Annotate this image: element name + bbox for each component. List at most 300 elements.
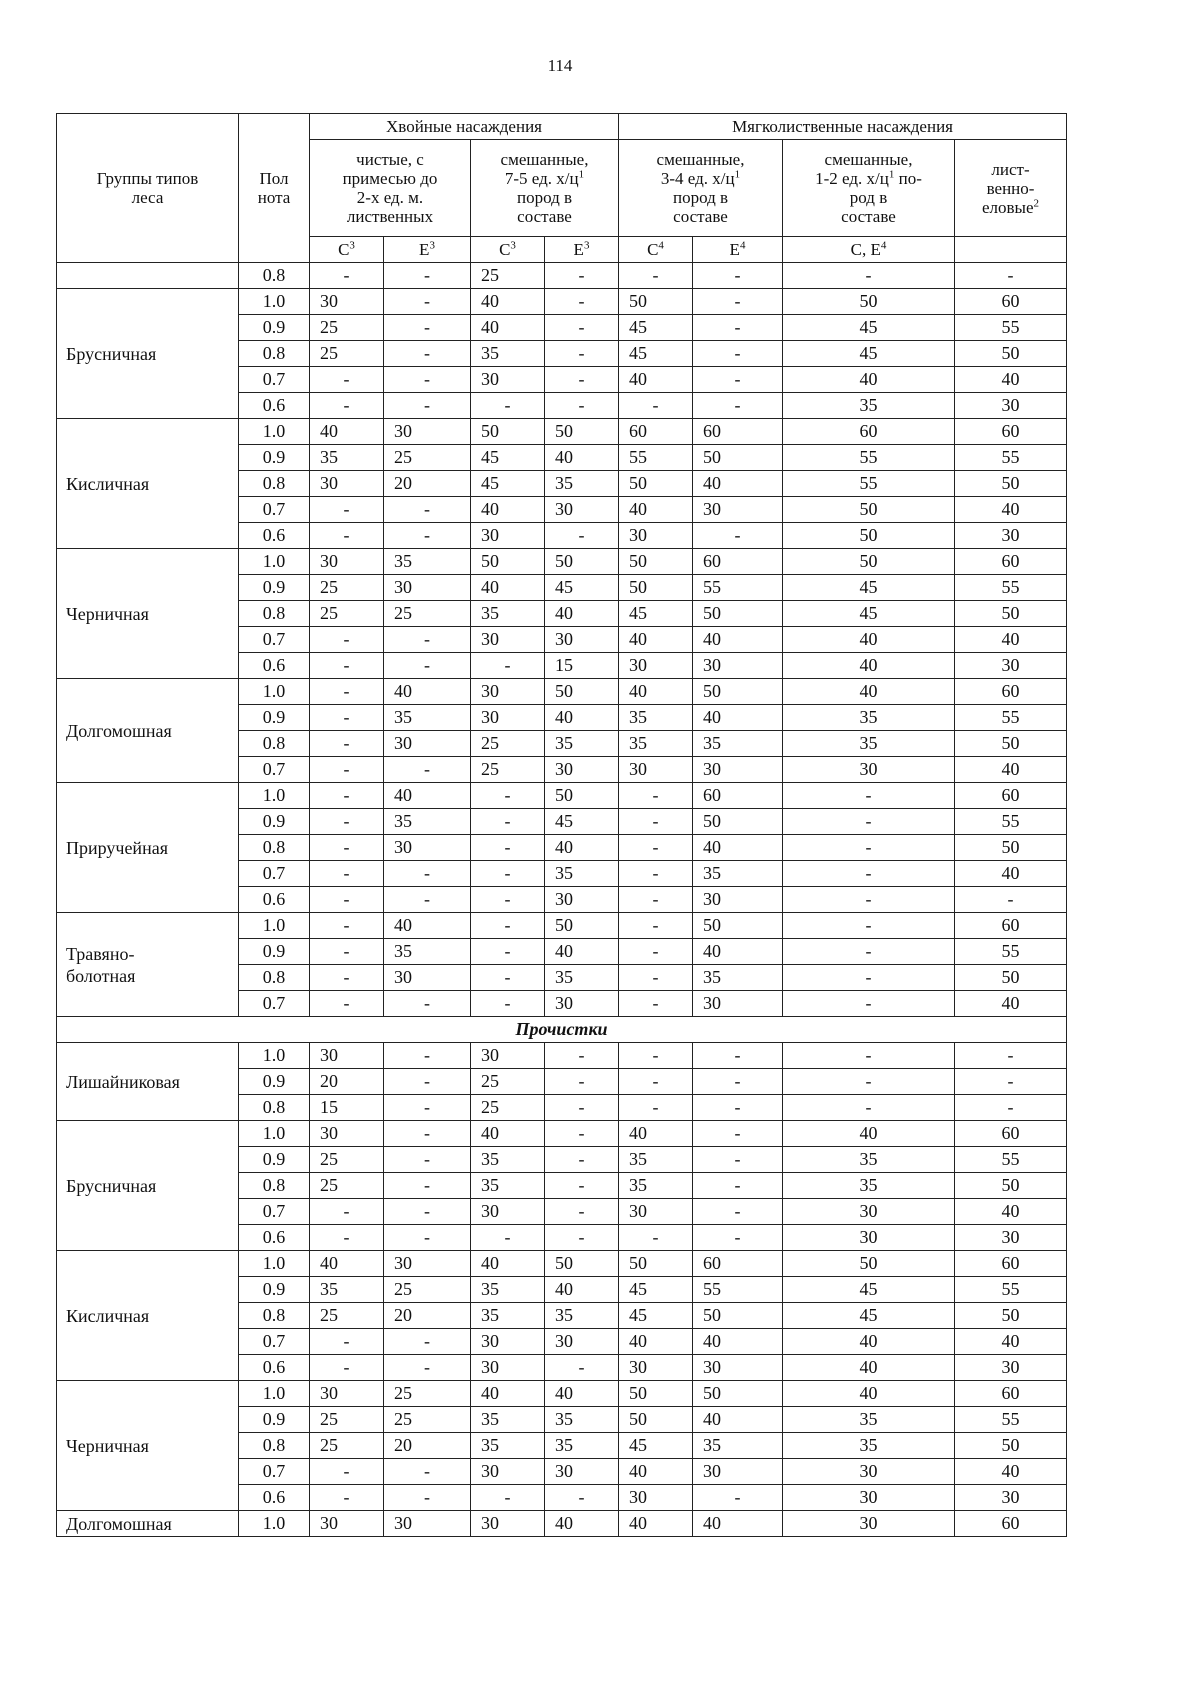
value-cell: 60	[693, 1251, 783, 1277]
value-cell: 40	[693, 471, 783, 497]
value-cell: 40	[545, 445, 619, 471]
value-cell: -	[783, 965, 955, 991]
value-cell: -	[693, 289, 783, 315]
section-row	[57, 1017, 1067, 1043]
value-cell: -	[693, 1225, 783, 1251]
value-cell: -	[783, 1095, 955, 1121]
value-cell: 35	[693, 965, 783, 991]
value-cell: 45	[545, 809, 619, 835]
fullness-cell: 0.6	[239, 887, 310, 913]
value-cell: 45	[783, 1277, 955, 1303]
value-cell: 50	[545, 913, 619, 939]
value-cell: 20	[384, 1433, 471, 1459]
value-cell: 35	[471, 1433, 545, 1459]
value-cell: 30	[471, 1199, 545, 1225]
fullness-cell: 0.7	[239, 1199, 310, 1225]
value-cell: 45	[619, 1433, 693, 1459]
fullness-cell: 0.6	[239, 1485, 310, 1511]
value-cell: 40	[693, 835, 783, 861]
value-cell: 45	[471, 445, 545, 471]
value-cell: 40	[619, 1511, 693, 1537]
value-cell: 35	[693, 731, 783, 757]
forest-group-name	[57, 263, 239, 289]
value-cell: -	[384, 1355, 471, 1381]
value-cell: 60	[955, 1511, 1067, 1537]
value-cell: 30	[693, 497, 783, 523]
value-cell: 50	[693, 1303, 783, 1329]
forest-group-name: Приручейная	[57, 783, 239, 913]
fullness-cell: 1.0	[239, 1121, 310, 1147]
value-cell: 40	[545, 705, 619, 731]
value-cell: -	[693, 1095, 783, 1121]
value-cell: 50	[955, 1303, 1067, 1329]
value-cell: 60	[955, 679, 1067, 705]
value-cell: -	[693, 1173, 783, 1199]
value-cell: -	[619, 263, 693, 289]
value-cell: 35	[384, 549, 471, 575]
fullness-cell: 1.0	[239, 679, 310, 705]
value-cell: -	[619, 1225, 693, 1251]
header-coniferous: Хвойные насаждения	[310, 114, 619, 140]
value-cell: -	[955, 263, 1067, 289]
page-number: 114	[547, 56, 573, 75]
value-cell: 40	[545, 835, 619, 861]
table-header	[57, 114, 1067, 263]
value-cell: -	[955, 1043, 1067, 1069]
value-cell: 45	[619, 1277, 693, 1303]
value-cell: 40	[783, 627, 955, 653]
value-cell: 55	[955, 1407, 1067, 1433]
value-cell: -	[693, 341, 783, 367]
value-cell: 50	[545, 1251, 619, 1277]
value-cell: 45	[619, 341, 693, 367]
value-cell: -	[545, 1173, 619, 1199]
value-cell: 60	[955, 289, 1067, 315]
value-cell: 60	[693, 549, 783, 575]
value-cell: 25	[310, 1147, 384, 1173]
fullness-cell: 0.8	[239, 1433, 310, 1459]
value-cell: 15	[310, 1095, 384, 1121]
value-cell: 30	[693, 1459, 783, 1485]
value-cell: -	[310, 705, 384, 731]
value-cell: 30	[955, 1485, 1067, 1511]
value-cell: -	[471, 861, 545, 887]
value-cell: -	[783, 939, 955, 965]
value-cell: 60	[693, 419, 783, 445]
value-cell: 35	[693, 861, 783, 887]
value-cell: 30	[310, 1381, 384, 1407]
value-cell: 55	[783, 471, 955, 497]
forest-group-name: Кисличная	[57, 1251, 239, 1381]
value-cell: 40	[384, 913, 471, 939]
value-cell: 50	[783, 523, 955, 549]
value-cell: 30	[310, 289, 384, 315]
value-cell: 40	[471, 1381, 545, 1407]
header-subgroup: смешанные, 7-5 ед. $х/ц^1$ пород в составе	[471, 140, 619, 237]
value-cell: -	[955, 1095, 1067, 1121]
value-cell: 30	[619, 1485, 693, 1511]
fullness-cell: 0.8	[239, 471, 310, 497]
value-cell: 30	[471, 1329, 545, 1355]
value-cell: 50	[955, 471, 1067, 497]
value-cell: 50	[783, 289, 955, 315]
value-cell: 50	[471, 419, 545, 445]
value-cell: 30	[955, 1225, 1067, 1251]
forest-group-name: Долгомошная	[57, 1511, 239, 1537]
value-cell: -	[310, 1225, 384, 1251]
value-cell: 40	[471, 1121, 545, 1147]
fullness-cell: 0.8	[239, 731, 310, 757]
value-cell: 30	[783, 1511, 955, 1537]
value-cell: 40	[471, 315, 545, 341]
table-row	[57, 1043, 1067, 1069]
header-subgroup: чистые, с примесью до 2-х ед. м. лиственных	[310, 140, 471, 237]
value-cell: -	[545, 1069, 619, 1095]
table-row	[57, 913, 1067, 939]
value-cell: 35	[783, 1173, 955, 1199]
value-cell: 35	[471, 601, 545, 627]
value-cell: -	[384, 1459, 471, 1485]
value-cell: 40	[545, 1381, 619, 1407]
fullness-cell: 0.7	[239, 497, 310, 523]
value-cell: 60	[955, 1251, 1067, 1277]
value-cell: 25	[471, 757, 545, 783]
value-cell: -	[693, 1485, 783, 1511]
value-cell: -	[619, 809, 693, 835]
value-cell: 35	[693, 1433, 783, 1459]
value-cell: -	[310, 913, 384, 939]
value-cell: 45	[783, 1303, 955, 1329]
value-cell: -	[310, 861, 384, 887]
fullness-cell: 0.7	[239, 757, 310, 783]
table-row	[57, 783, 1067, 809]
value-cell: 55	[619, 445, 693, 471]
value-cell: 30	[384, 965, 471, 991]
value-cell: -	[619, 1069, 693, 1095]
fullness-cell: 1.0	[239, 913, 310, 939]
value-cell: -	[693, 1147, 783, 1173]
value-cell: -	[545, 1225, 619, 1251]
value-cell: 20	[384, 471, 471, 497]
value-cell: -	[384, 367, 471, 393]
value-cell: -	[310, 783, 384, 809]
fullness-cell: 1.0	[239, 289, 310, 315]
value-cell: 40	[693, 627, 783, 653]
table-row	[57, 679, 1067, 705]
value-cell: 25	[310, 1407, 384, 1433]
table-body	[57, 263, 1067, 1537]
value-cell: 35	[783, 393, 955, 419]
value-cell: -	[310, 1485, 384, 1511]
value-cell: -	[619, 965, 693, 991]
fullness-cell: 0.7	[239, 627, 310, 653]
value-cell: -	[619, 393, 693, 419]
fullness-cell: 0.8	[239, 263, 310, 289]
header-species: $С^3$	[471, 237, 545, 263]
value-cell: 55	[955, 445, 1067, 471]
section-title: Прочистки	[57, 1017, 1067, 1043]
value-cell: 55	[955, 1147, 1067, 1173]
header-subgroup: смешанные, 3-4 ед. $х/ц^1$ пород в составе	[619, 140, 783, 237]
forest-group-name: Долгомошная	[57, 679, 239, 783]
value-cell: 35	[619, 1147, 693, 1173]
value-cell: 40	[619, 497, 693, 523]
value-cell: 45	[619, 1303, 693, 1329]
value-cell: -	[310, 887, 384, 913]
value-cell: -	[619, 1095, 693, 1121]
value-cell: 25	[310, 341, 384, 367]
value-cell: 25	[310, 315, 384, 341]
value-cell: -	[783, 263, 955, 289]
value-cell: 40	[955, 1329, 1067, 1355]
fullness-cell: 0.6	[239, 1225, 310, 1251]
fullness-cell: 0.8	[239, 965, 310, 991]
value-cell: 30	[310, 1043, 384, 1069]
value-cell: 35	[545, 471, 619, 497]
value-cell: 30	[545, 1459, 619, 1485]
value-cell: 40	[783, 1329, 955, 1355]
value-cell: 30	[545, 1329, 619, 1355]
table-row	[57, 263, 1067, 289]
value-cell: 40	[783, 367, 955, 393]
value-cell: -	[384, 263, 471, 289]
value-cell: 40	[783, 1381, 955, 1407]
value-cell: 60	[955, 419, 1067, 445]
value-cell: 15	[545, 653, 619, 679]
value-cell: 30	[619, 1199, 693, 1225]
header-species-empty	[955, 237, 1067, 263]
value-cell: 40	[310, 419, 384, 445]
value-cell: 40	[693, 1329, 783, 1355]
value-cell: 50	[783, 549, 955, 575]
value-cell: 40	[955, 757, 1067, 783]
value-cell: 35	[783, 1433, 955, 1459]
value-cell: -	[384, 1225, 471, 1251]
value-cell: -	[310, 939, 384, 965]
value-cell: 30	[384, 575, 471, 601]
value-cell: 60	[955, 549, 1067, 575]
fullness-cell: 0.9	[239, 1069, 310, 1095]
value-cell: -	[545, 1199, 619, 1225]
value-cell: 30	[471, 1043, 545, 1069]
value-cell: 30	[619, 1355, 693, 1381]
value-cell: 50	[955, 1173, 1067, 1199]
value-cell: 35	[783, 705, 955, 731]
value-cell: 25	[310, 601, 384, 627]
value-cell: 60	[955, 783, 1067, 809]
value-cell: 30	[545, 627, 619, 653]
header-species: $С^4$	[619, 237, 693, 263]
value-cell: -	[545, 1147, 619, 1173]
value-cell: -	[384, 861, 471, 887]
value-cell: 30	[545, 757, 619, 783]
value-cell: 30	[619, 653, 693, 679]
value-cell: 50	[783, 497, 955, 523]
value-cell: 35	[545, 861, 619, 887]
value-cell: -	[310, 367, 384, 393]
fullness-cell: 0.9	[239, 705, 310, 731]
value-cell: 45	[545, 575, 619, 601]
value-cell: -	[619, 913, 693, 939]
fullness-cell: 1.0	[239, 1251, 310, 1277]
fullness-cell: 0.9	[239, 315, 310, 341]
value-cell: 25	[471, 731, 545, 757]
value-cell: -	[384, 1329, 471, 1355]
value-cell: 35	[384, 939, 471, 965]
value-cell: -	[545, 523, 619, 549]
value-cell: -	[310, 1355, 384, 1381]
value-cell: 30	[619, 757, 693, 783]
value-cell: 35	[545, 1407, 619, 1433]
value-cell: -	[471, 835, 545, 861]
value-cell: -	[310, 1199, 384, 1225]
value-cell: -	[310, 835, 384, 861]
fullness-cell: 0.6	[239, 393, 310, 419]
table-row	[57, 549, 1067, 575]
value-cell: -	[783, 861, 955, 887]
fullness-cell: 0.7	[239, 991, 310, 1017]
value-cell: 55	[955, 315, 1067, 341]
value-cell: -	[545, 341, 619, 367]
value-cell: 45	[471, 471, 545, 497]
fullness-cell: 0.7	[239, 367, 310, 393]
value-cell: -	[384, 757, 471, 783]
value-cell: -	[384, 1173, 471, 1199]
value-cell: -	[384, 523, 471, 549]
fullness-cell: 0.8	[239, 835, 310, 861]
value-cell: 25	[310, 575, 384, 601]
value-cell: 50	[545, 679, 619, 705]
header-subgroup: смешанные, 1-2 ед. $х/ц^1$ по- род в составе	[783, 140, 955, 237]
value-cell: 25	[384, 445, 471, 471]
value-cell: -	[384, 627, 471, 653]
value-cell: -	[545, 367, 619, 393]
value-cell: 60	[955, 1381, 1067, 1407]
value-cell: -	[471, 991, 545, 1017]
value-cell: 20	[384, 1303, 471, 1329]
fullness-cell: 0.7	[239, 861, 310, 887]
value-cell: -	[783, 809, 955, 835]
value-cell: 40	[619, 1329, 693, 1355]
value-cell: 35	[471, 1407, 545, 1433]
fullness-cell: 1.0	[239, 1381, 310, 1407]
value-cell: 50	[619, 1251, 693, 1277]
value-cell: 55	[955, 575, 1067, 601]
value-cell: 35	[545, 1433, 619, 1459]
value-cell: -	[384, 1095, 471, 1121]
value-cell: 40	[693, 1511, 783, 1537]
value-cell: 40	[384, 679, 471, 705]
header-softwood: Мягколиственные насаждения	[619, 114, 1067, 140]
value-cell: 50	[955, 731, 1067, 757]
value-cell: 40	[619, 1459, 693, 1485]
value-cell: -	[384, 653, 471, 679]
fullness-cell: 0.9	[239, 809, 310, 835]
header-species: $Е^3$	[545, 237, 619, 263]
value-cell: -	[545, 1355, 619, 1381]
value-cell: 60	[693, 783, 783, 809]
value-cell: -	[384, 341, 471, 367]
value-cell: -	[471, 887, 545, 913]
value-cell: -	[384, 991, 471, 1017]
fullness-cell: 0.6	[239, 523, 310, 549]
fullness-cell: 0.8	[239, 1303, 310, 1329]
fullness-cell: 0.7	[239, 1329, 310, 1355]
value-cell: -	[310, 1329, 384, 1355]
value-cell: -	[384, 289, 471, 315]
value-cell: 30	[384, 1511, 471, 1537]
value-cell: 25	[471, 1069, 545, 1095]
value-cell: 30	[693, 991, 783, 1017]
value-cell: -	[619, 861, 693, 887]
value-cell: 30	[310, 471, 384, 497]
value-cell: 45	[783, 601, 955, 627]
value-cell: 30	[955, 393, 1067, 419]
value-cell: 50	[955, 1433, 1067, 1459]
value-cell: 30	[783, 1225, 955, 1251]
value-cell: 30	[384, 731, 471, 757]
value-cell: -	[310, 965, 384, 991]
value-cell: -	[310, 679, 384, 705]
value-cell: 50	[955, 601, 1067, 627]
table-row	[57, 1121, 1067, 1147]
value-cell: 55	[955, 1277, 1067, 1303]
value-cell: -	[471, 965, 545, 991]
value-cell: -	[384, 1069, 471, 1095]
value-cell: -	[310, 809, 384, 835]
value-cell: -	[545, 1121, 619, 1147]
value-cell: -	[545, 393, 619, 419]
value-cell: -	[783, 783, 955, 809]
value-cell: 25	[310, 1303, 384, 1329]
value-cell: 30	[384, 419, 471, 445]
forest-group-name: Черничная	[57, 549, 239, 679]
value-cell: 30	[310, 549, 384, 575]
value-cell: -	[693, 367, 783, 393]
fullness-cell: 0.9	[239, 575, 310, 601]
fullness-cell: 0.6	[239, 653, 310, 679]
value-cell: 40	[471, 1251, 545, 1277]
forest-group-name: Брусничная	[57, 1121, 239, 1251]
value-cell: 30	[471, 1355, 545, 1381]
value-cell: 40	[310, 1251, 384, 1277]
value-cell: -	[783, 1069, 955, 1095]
fullness-cell: 0.9	[239, 939, 310, 965]
value-cell: 30	[545, 887, 619, 913]
value-cell: -	[310, 991, 384, 1017]
value-cell: 30	[471, 523, 545, 549]
value-cell: -	[384, 1199, 471, 1225]
value-cell: 35	[619, 731, 693, 757]
value-cell: -	[471, 393, 545, 419]
value-cell: 50	[619, 1381, 693, 1407]
value-cell: -	[693, 1043, 783, 1069]
value-cell: 35	[471, 1303, 545, 1329]
fullness-cell: 1.0	[239, 1511, 310, 1537]
value-cell: 50	[693, 809, 783, 835]
value-cell: -	[384, 497, 471, 523]
table-row	[57, 1511, 1067, 1537]
table-row	[57, 419, 1067, 445]
value-cell: -	[619, 835, 693, 861]
value-cell: -	[545, 1095, 619, 1121]
value-cell: 35	[619, 705, 693, 731]
value-cell: -	[619, 939, 693, 965]
value-cell: -	[619, 783, 693, 809]
value-cell: 40	[955, 1199, 1067, 1225]
value-cell: 40	[545, 939, 619, 965]
forest-group-name: Травяно- болотная	[57, 913, 239, 1017]
